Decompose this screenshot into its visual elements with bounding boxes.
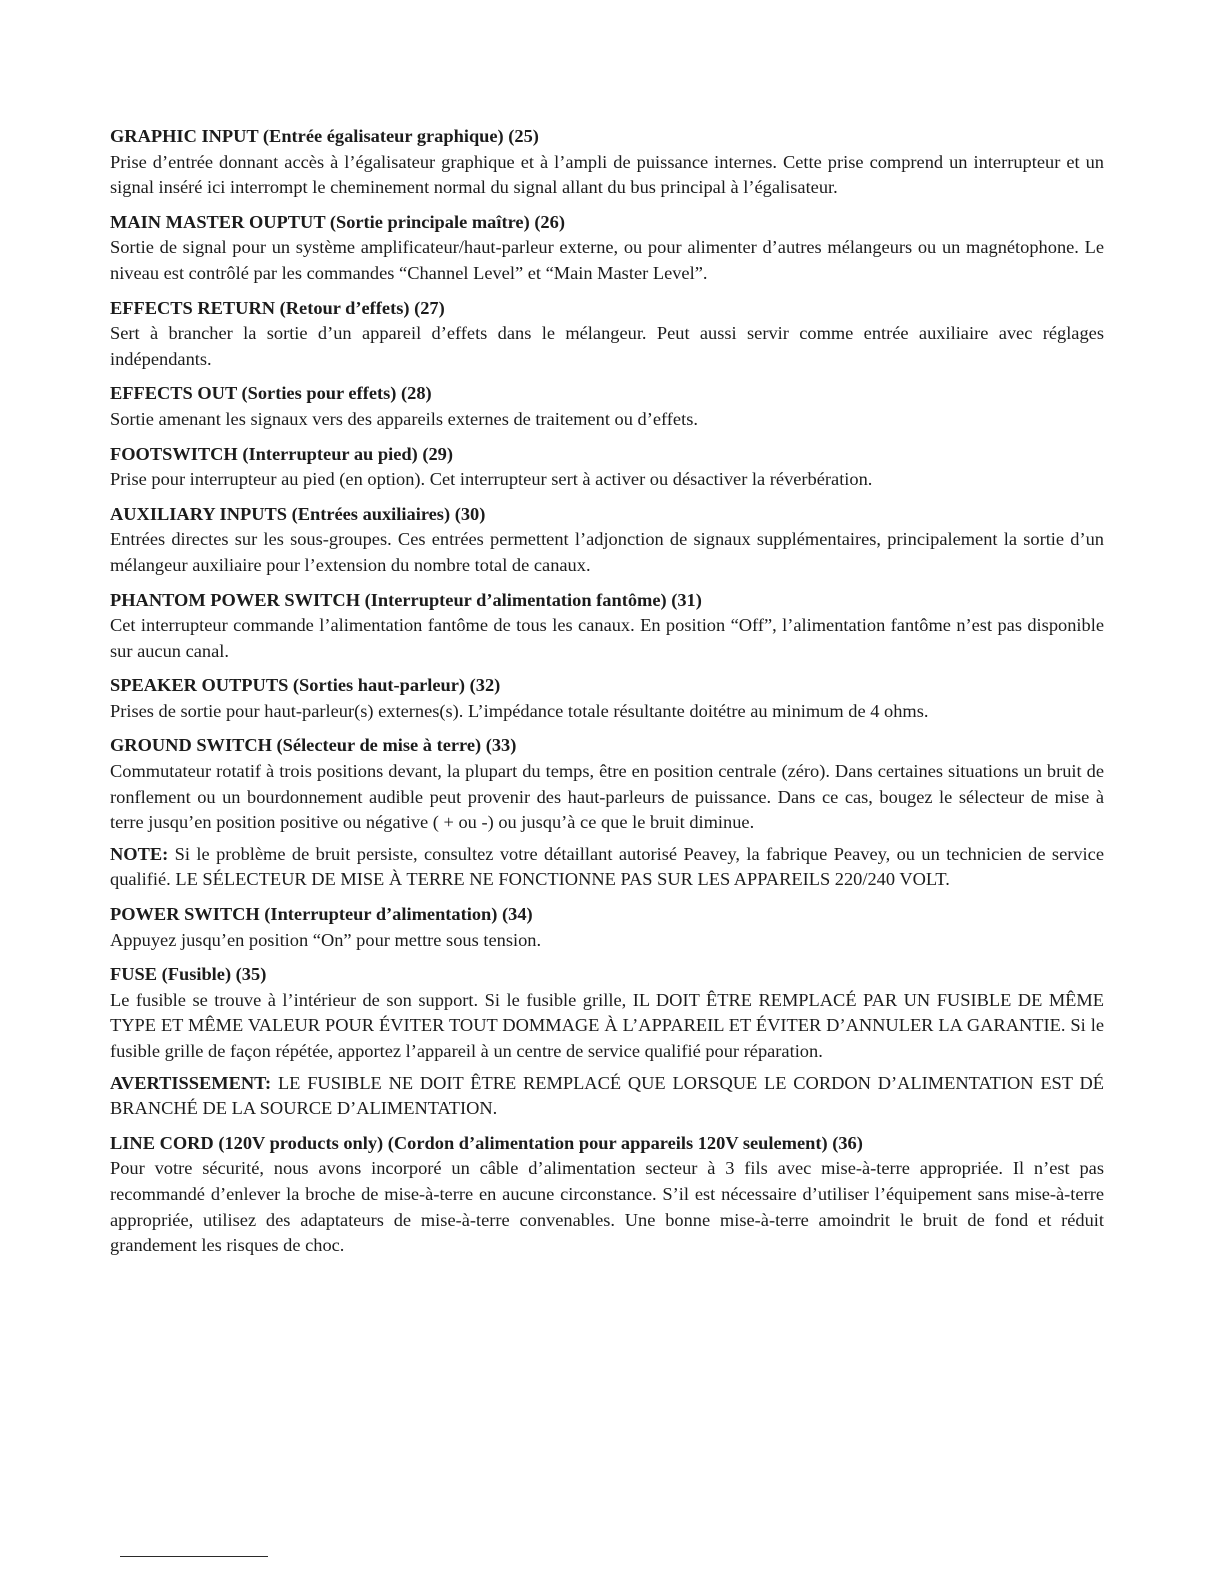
section-auxiliary-inputs	[110, 502, 1104, 579]
section-heading: SPEAKER OUTPUTS (Sorties haut-parleur) (32)	[110, 675, 501, 696]
warning-label: AVERTISSEMENT:	[110, 1072, 272, 1093]
note-text: Si le problème de bruit persiste, consultez votre détaillant autorisé Peavey, la fabrique Peavey, ou un technicien de service qualifié. LE SÉLECTEUR DE MISE À TERRE NE FONCTIONNE PAS SUR LES APPAREILS 220/240 VOLT.	[110, 843, 1104, 890]
section-effects-out	[110, 381, 1104, 432]
section-body: Le fusible se trouve à l’intérieur de son support. Si le fusible grille, IL DOIT ÊTRE REMPLACÉ PAR UN FUSIBLE DE MÊME TYPE ET MÊME VALEUR POUR ÉVITER TOUT DOMMAGE À L’APPAREIL ET ÉVITER D’ANNULER LA GARANTIE. Si le fusible grille de façon répétée, apportez l’appareil à un centre de service qualifié pour réparation.	[110, 989, 1104, 1061]
section-body: Pour votre sécurité, nous avons incorporé un câble d’alimentation secteur à 3 fils avec mise-à-terre appropriée. Il n’est pas recommandé d’enlever la broche de mise-à-terre en aucune circonstance. S’il est nécessaire d’utiliser l’équipement sans mise-à-terre appropriée, utilisez des adaptateurs de mise-à-terre convenables. Une bonne mise-à-terre amoindrit le bruit de fond et réduit grandement les risques de choc.	[110, 1158, 1104, 1256]
section-body: Sortie de signal pour un système amplificateur/haut-parleur externe, ou pour alimenter d’autres mélangeurs ou un magnétophone. Le niveau est contrôlé par les commandes “Channel Level” et “Main Master Level”.	[110, 237, 1104, 283]
section-speaker-outputs	[110, 673, 1104, 724]
warning-text: LE FUSIBLE NE DOIT ÊTRE REMPLACÉ QUE LORSQUE LE CORDON D’ALIMENTATION EST DÉ BRANCHÉ DE LA SOURCE D’ALIMENTATION.	[110, 1072, 1104, 1119]
section-body: Sert à brancher la sortie d’un appareil d’effets dans le mélangeur. Peut aussi servir comme entrée auxiliaire avec réglages indépendants.	[110, 323, 1104, 369]
note-label: NOTE:	[110, 843, 169, 864]
section-ground-switch	[110, 733, 1104, 893]
section-heading: GROUND SWITCH (Sélecteur de mise à terre) (33)	[110, 735, 517, 756]
section-body: Commutateur rotatif à trois positions devant, la plupart du temps, être en position centrale (zéro). Dans certaines situations un bruit de ronflement ou un bourdonnement audible peut provenir des haut-parleurs de puissance. Dans ce cas, bougez le sélecteur de mise à terre jusqu’en position positive ou négative ( + ou -) ou jusqu’à ce que le bruit diminue.	[110, 761, 1104, 833]
manual-page	[110, 124, 1104, 1268]
section-body: Prises de sortie pour haut-parleur(s) externes(s). L’impédance totale résultante doitétre au minimum de 4 ohms.	[110, 700, 929, 721]
section-body: Sortie amenant les signaux vers des appareils externes de traitement ou d’effets.	[110, 408, 698, 429]
section-power-switch	[110, 902, 1104, 953]
section-heading: AUXILIARY INPUTS (Entrées auxiliaires) (30)	[110, 503, 486, 524]
section-body: Prise d’entrée donnant accès à l’égalisateur graphique et à l’ampli de puissance internes. Cette prise comprend un interrupteur et un signal inséré ici interrompt le cheminement normal du signal allant du bus principal à l’égalisateur.	[110, 151, 1104, 198]
section-body: Appuyez jusqu’en position “On” pour mettre sous tension.	[110, 929, 542, 950]
section-heading: FUSE (Fusible) (35)	[110, 964, 267, 985]
section-effects-return	[110, 296, 1104, 373]
section-heading: EFFECTS RETURN (Retour d’effets) (27)	[110, 297, 445, 318]
section-heading: EFFECTS OUT (Sorties pour effets) (28)	[110, 383, 432, 404]
section-warning	[110, 1071, 1104, 1122]
section-heading: LINE CORD (120V products only) (Cordon d’alimentation pour appareils 120V seulement) (36)	[110, 1132, 863, 1153]
section-footswitch	[110, 442, 1104, 493]
section-main-master-output	[110, 210, 1104, 287]
section-heading: MAIN MASTER OUPTUT (Sortie principale maître) (26)	[110, 211, 565, 232]
section-body: Cet interrupteur commande l’alimentation fantôme de tous les canaux. En position “Off”, l’alimentation fantôme n’est pas disponible sur aucun canal.	[110, 615, 1104, 661]
section-phantom-power-switch	[110, 588, 1104, 665]
section-heading: PHANTOM POWER SWITCH (Interrupteur d’alimentation fantôme) (31)	[110, 589, 702, 610]
section-fuse	[110, 962, 1104, 1122]
section-heading: POWER SWITCH (Interrupteur d’alimentation) (34)	[110, 904, 533, 925]
section-heading: GRAPHIC INPUT (Entrée égalisateur graphique) (25)	[110, 126, 539, 146]
section-body: Entrées directes sur les sous-groupes. Ces entrées permettent l’adjonction de signaux supplémentaires, principalement la sortie d’un mélangeur auxiliaire pour l’extension du nombre total de canaux.	[110, 529, 1104, 575]
section-heading: FOOTSWITCH (Interrupteur au pied) (29)	[110, 443, 453, 464]
section-graphic-input	[110, 124, 1104, 201]
footer-rule	[120, 1556, 268, 1557]
section-body: Prise pour interrupteur au pied (en option). Cet interrupteur sert à activer ou désactiver la réverbération.	[110, 469, 873, 490]
section-line-cord	[110, 1131, 1104, 1259]
section-note	[110, 842, 1104, 893]
